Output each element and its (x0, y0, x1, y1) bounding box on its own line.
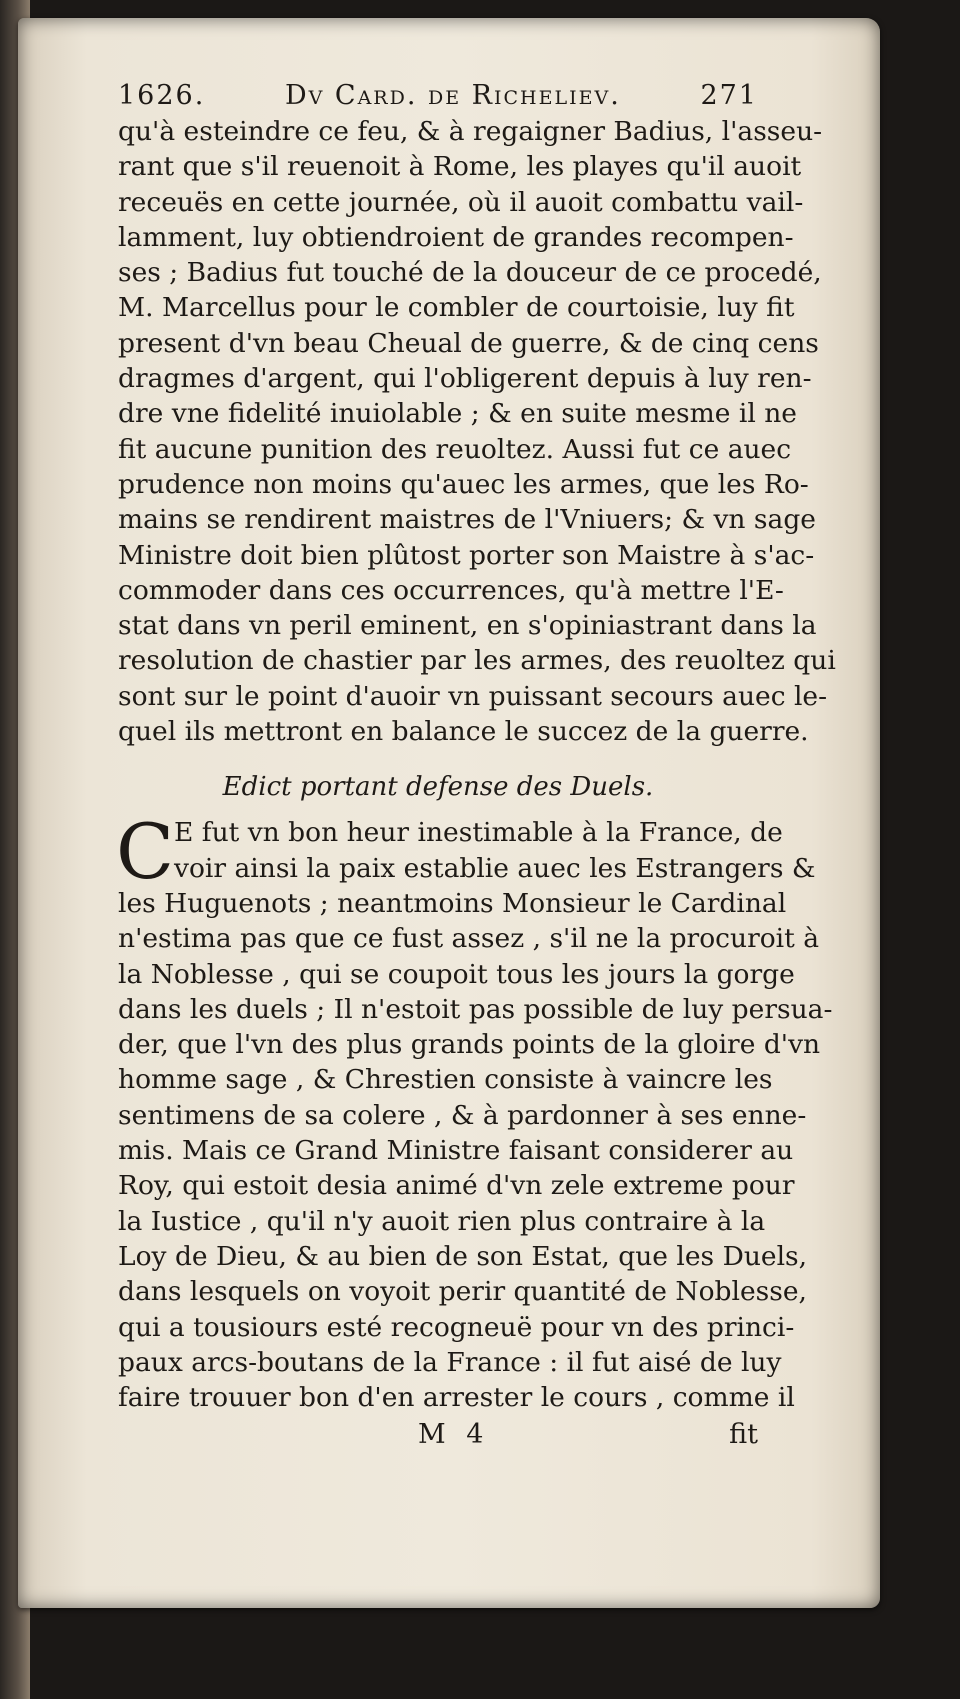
text-line: homme sage , & Chrestien consiste à vaincre les (118, 1064, 773, 1096)
text-line: resolution de chastier par les armes, des reuoltez qui (118, 645, 836, 677)
header-page-number: 271 (700, 80, 758, 111)
text-line: qu'à esteindre ce feu, & à regaigner Badius, l'asseu- (118, 116, 823, 147)
text-line: rant que s'il reuenoit à Rome, les playes qu'il auoit (118, 151, 802, 183)
text-line: prudence non moins qu'auec les armes, que les Ro- (118, 468, 809, 500)
text-line: mis. Mais ce Grand Ministre faisant considerer au (118, 1135, 794, 1167)
signature-mark: M 4 (418, 1419, 490, 1451)
page-text-block (116, 78, 836, 1453)
text-line: Ministre doit bien plûtost porter son Maistre à s'ac- (118, 539, 815, 571)
drop-capital: C (116, 807, 175, 897)
text-line: Loy de Dieu, & au bien de son Estat, que les Duels, (118, 1240, 808, 1272)
book-page (18, 18, 880, 1608)
page-footer (118, 1417, 758, 1453)
text-line: sentimens de sa colere , & à pardonner à ses enne- (118, 1099, 807, 1131)
text-line: dans les duels ; Il n'estoit pas possible de luy persua- (118, 993, 833, 1025)
text-line: stat dans vn peril eminent, en s'opiniastrant dans la (118, 610, 817, 642)
text-line: la Iustice , qu'il n'y auoit rien plus contraire à la (118, 1205, 766, 1237)
text-line: dragmes d'argent, qui l'obligerent depuis à luy ren- (118, 363, 812, 395)
section-heading: Edict portant defense des Duels. (222, 772, 654, 803)
text-line: quel ils mettront en balance le succez de la guerre. (118, 716, 809, 748)
text-line: voir ainsi la paix establie auec les Estrangers & (174, 852, 816, 884)
paragraph-2 (116, 807, 833, 1415)
text-line: fit aucune punition des reuoltez. Aussi fut ce auec (118, 433, 792, 465)
text-line: Roy, qui estoit desia animé d'vn zele extreme pour (118, 1170, 795, 1202)
text-line: dre vne fidelité inuiolable ; & en suite mesme il ne (118, 398, 797, 430)
text-line: les Huguenots ; neantmoins Monsieur le Cardinal (118, 887, 787, 919)
text-line: ses ; Badius fut touché de la douceur de ce procedé, (118, 257, 822, 289)
text-line: faire trouuer bon d'en arrester le cours , comme il (118, 1382, 795, 1414)
text-line: der, que l'vn des plus grands points de la gloire d'vn (118, 1029, 821, 1061)
running-header (118, 78, 758, 114)
text-line: present d'vn beau Cheual de guerre, & de cinq cens (118, 327, 819, 359)
text-line: lamment, luy obtiendroient de grandes recompen- (118, 221, 794, 253)
text-line: qui a tousiours esté recogneuë pour vn des princi- (118, 1311, 795, 1343)
text-line: E fut vn bon heur inestimable à la France, de (174, 817, 783, 849)
text-line: dans lesquels on voyoit perir quantité de Noblesse, (118, 1276, 807, 1308)
text-line: commoder dans ces occurrences, qu'à mettre l'E- (118, 574, 784, 606)
text-line: mains se rendirent maistres de l'Vniuers; & vn sage (118, 504, 816, 536)
text-line: M. Marcellus pour le combler de courtoisie, luy fit (118, 292, 795, 324)
text-line: n'estima pas que ce fust assez , s'il ne la procuroit à (118, 923, 820, 955)
text-line: paux arcs-boutans de la France : il fut aisé de luy (118, 1346, 782, 1378)
paragraph-1 (118, 114, 836, 749)
text-line: la Noblesse , qui se coupoit tous les jours la gorge (118, 958, 795, 990)
text-line: receuës en cette journée, où il auoit combattu vail- (118, 186, 804, 218)
header-running-title: Dv Card. de Richeliev. (284, 80, 621, 111)
catchword: fit (729, 1419, 758, 1451)
header-year: 1626. (118, 80, 206, 111)
text-line: sont sur le point d'auoir vn puissant secours auec le- (118, 680, 828, 712)
